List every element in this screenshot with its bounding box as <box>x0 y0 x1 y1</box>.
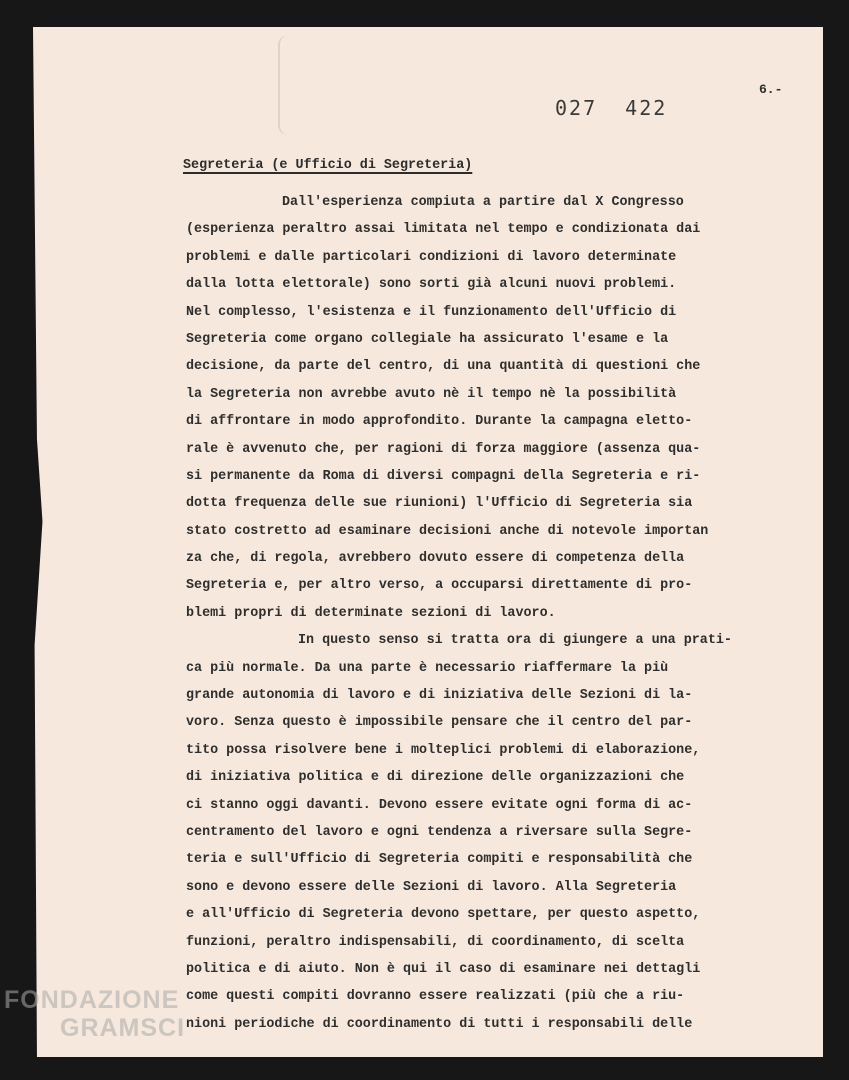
text-line: centramento del lavoro e ogni tendenza a riversare sulla Segre- <box>186 824 693 840</box>
text-line: za che, di regola, avrebbero dovuto essere di competenza della <box>186 551 685 567</box>
text-line: nioni periodiche di coordinamento di tutti i responsabili delle <box>186 1016 693 1032</box>
watermark-line-2: GRAMSCI <box>60 1014 186 1042</box>
text-line: la Segreteria non avrebbe avuto nè il tempo nè la possibilità <box>186 386 677 402</box>
text-line: politica e di aiuto. Non è qui il caso di esaminare nei dettagli <box>186 961 701 977</box>
text-line: stato costretto ad esaminare decisioni anche di notevole importan <box>186 523 709 539</box>
text-line: ca più normale. Da una parte è necessario riaffermare la più <box>186 660 669 676</box>
text-line: come questi compiti dovranno essere realizzati (più che a riu- <box>186 989 685 1005</box>
section-heading: Segreteria (e Ufficio di Segreteria) <box>183 158 473 173</box>
text-line: Segreteria come organo collegiale ha assicurato l'esame e la <box>186 331 669 347</box>
text-line: teria e sull'Ufficio di Segreteria compiti e responsabilità che <box>186 852 693 868</box>
watermark-line-1: FONDAZIONE <box>4 986 180 1014</box>
text-line: tito possa risolvere bene i molteplici problemi di elaborazione, <box>186 742 701 758</box>
text-line: rale è avvenuto che, per ragioni di forza maggiore (assenza qua- <box>186 441 701 457</box>
text-line: sono e devono essere delle Sezioni di lavoro. Alla Segreteria <box>186 879 677 895</box>
text-line: blemi propri di determinate sezioni di lavoro. <box>186 605 556 621</box>
text-line: di affrontare in modo approfondito. Durante la campagna eletto- <box>186 414 693 430</box>
text-line: si permanente da Roma di diversi compagni della Segreteria e ri- <box>186 468 701 484</box>
text-line: ci stanno oggi davanti. Devono essere evitate ogni forma di ac- <box>186 797 693 813</box>
watermark-logo <box>4 986 185 1042</box>
text-line: Dall'esperienza compiuta a partire dal X Congresso <box>282 195 684 210</box>
text-line: (esperienza peraltro assai limitata nel tempo e condizionata dai <box>186 222 701 238</box>
text-line: Nel complesso, l'esistenza e il funzionamento dell'Ufficio di <box>186 304 677 320</box>
page-number: 6.- <box>759 82 783 97</box>
text-line: decisione, da parte del centro, di una quantità di questioni che <box>186 359 701 375</box>
archive-number: 027 422 <box>555 96 668 120</box>
text-line: In questo senso si tratta ora di giungere a una prati- <box>298 633 732 649</box>
text-line: grande autonomia di lavoro e di iniziativa delle Sezioni di la- <box>186 688 693 704</box>
body-text <box>186 189 826 1038</box>
text-line: voro. Senza questo è impossibile pensare che il centro del par- <box>186 715 693 731</box>
text-line: di iniziativa politica e di direzione delle organizzazioni che <box>186 770 685 786</box>
text-line: Segreteria e, per altro verso, a occuparsi direttamente di pro- <box>186 578 693 594</box>
text-line: problemi e dalle particolari condizioni di lavoro determinate <box>186 249 677 265</box>
text-line: e all'Ufficio di Segreteria devono spettare, per questo aspetto, <box>186 907 701 923</box>
text-line: dalla lotta elettorale) sono sorti già alcuni nuovi problemi. <box>186 277 677 293</box>
text-line: funzioni, peraltro indispensabili, di coordinamento, di scelta <box>186 934 685 950</box>
bleed-through-mark <box>278 35 300 135</box>
text-line: dotta frequenza delle sue riunioni) l'Ufficio di Segreteria sia <box>186 496 693 512</box>
